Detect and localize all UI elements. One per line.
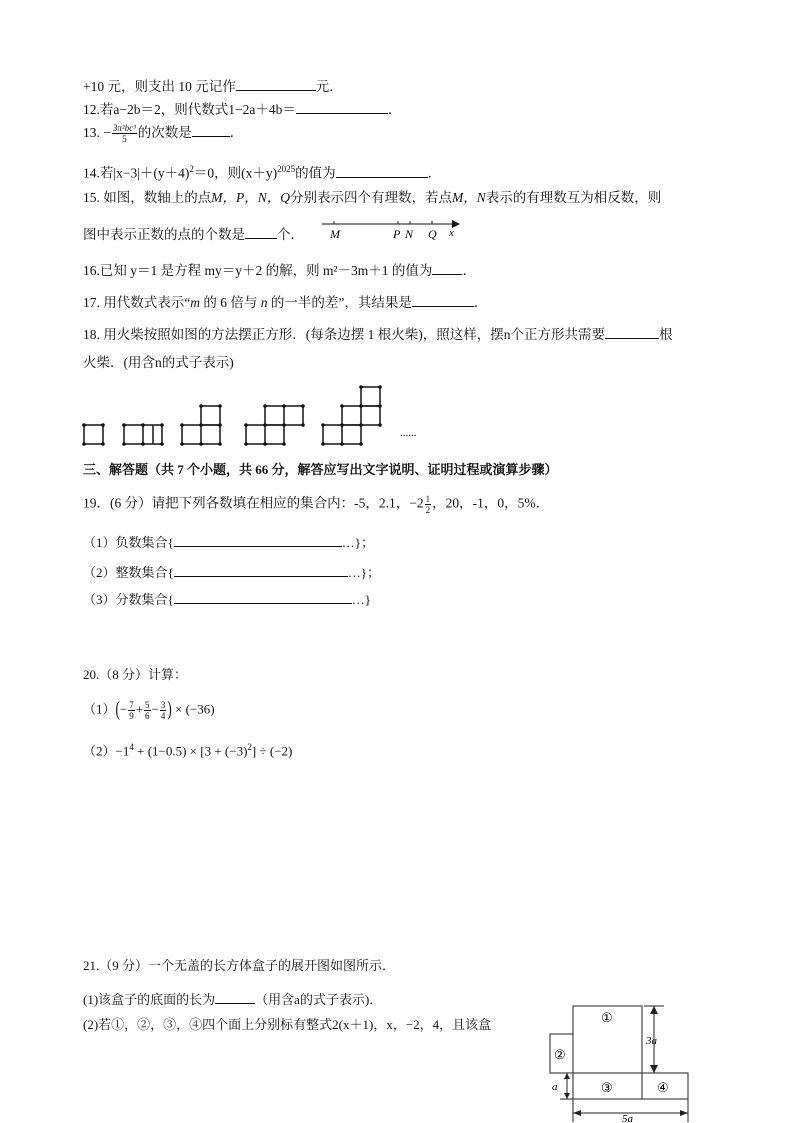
label-n: N	[405, 227, 414, 241]
q16-text: 16.已知 y＝1 是方程 my＝y＋2 的解，则 m²－3m＋1 的值为	[83, 263, 433, 278]
q15-end: 个．	[277, 227, 304, 242]
q20-p1-f3n: 3	[160, 700, 166, 710]
q17-answer-blank[interactable]	[412, 292, 474, 307]
q20-p2-b: + (1−0.5) × [3 + (−3)	[133, 743, 248, 759]
q20-p1-frac3	[160, 700, 167, 721]
q17-end: ．	[473, 295, 488, 310]
q14-answer-blank[interactable]	[336, 163, 428, 178]
q18-line2	[83, 354, 234, 372]
dim-5a-label: 5a	[622, 1113, 633, 1123]
q14-exp2: 2025	[277, 164, 296, 174]
q14-exp1: 2	[189, 164, 194, 174]
face-1-label: ①	[601, 1010, 613, 1025]
q21-p1-end: （用含a的式子表示)．	[255, 992, 383, 1007]
q19-mixed-den: 2	[425, 505, 431, 515]
q20-p1-f1d: 9	[129, 711, 134, 721]
q14-mid: ＝0，则(x＋y)	[193, 165, 278, 181]
q13-end: ．	[229, 125, 244, 140]
q16-end: ．	[462, 263, 476, 278]
q15-text4: 图中表示正数的点的个数是	[83, 227, 245, 242]
q20-p2-a: −1	[115, 743, 130, 759]
q20-p1-plus: +	[135, 701, 144, 717]
matchstick-fig-4	[246, 406, 303, 444]
q14-end: ．	[427, 165, 442, 181]
q15-vars1: M，P，N，Q	[211, 190, 290, 205]
matchstick-ellipsis: ......	[400, 427, 417, 439]
q19-mixed-whole: −2	[409, 495, 424, 511]
q18-line1	[83, 324, 673, 344]
q19-integer-set-blank[interactable]	[174, 562, 348, 577]
q19-item-3-end: …}	[351, 592, 371, 607]
q20-p2-label: （2）	[83, 743, 116, 759]
q19-mixed-num: 1	[425, 494, 431, 504]
q20-p1-f2d: 6	[145, 711, 150, 721]
q13-frac-den: 5	[122, 134, 127, 145]
matchstick-fig-2	[124, 425, 162, 444]
q13-fraction	[112, 123, 137, 144]
q16	[83, 260, 476, 280]
q19-item-2	[83, 562, 380, 582]
q20-p1-frac2	[144, 700, 151, 721]
q20-p1-minus: −	[151, 701, 159, 717]
q19-item-2-label: （2）整数集合{	[83, 565, 174, 580]
q19-item-1	[83, 532, 374, 552]
q21-p1-text: (1)该盒子的底面的长为	[83, 992, 216, 1007]
q18-text2: 火柴．(用含n的式子表示)	[83, 355, 234, 370]
q11-end: 元．	[315, 79, 343, 94]
q13-text: 的次数是	[137, 125, 192, 140]
q20-p1-f2n: 5	[145, 700, 150, 710]
q19-item-1-label: （1）负数集合{	[83, 535, 174, 550]
q15-vars2: M，N	[452, 190, 486, 205]
q19-item-2-end: …}；	[347, 565, 380, 580]
q20-p1-neg: −	[119, 701, 128, 717]
matchstick-fig-1	[84, 425, 103, 444]
matchstick-fig-5	[323, 387, 380, 444]
q21-p1-answer-blank[interactable]	[215, 989, 255, 1004]
q20-p2-c: ] ÷ (−2)	[251, 743, 293, 759]
q20-p2-exp: 4	[129, 742, 134, 752]
q15-line1	[83, 189, 661, 207]
q20-stem: 20.（8 分）计算：	[83, 667, 188, 682]
q19-text: 19．(6 分）请把下列各数填在相应的集合内：-5，2.1，	[83, 495, 410, 511]
q13	[83, 122, 243, 144]
q19-item-1-end: …}；	[341, 535, 374, 550]
q18-text: 18. 用火柴按照如图的方法摆正方形．(每条边摆 1 根火柴)，照这样，摆n个正方形共需要	[83, 327, 605, 342]
q19-mixed-frac	[425, 494, 432, 515]
q17	[83, 292, 487, 312]
dim-3a-label: 3a	[646, 1035, 657, 1047]
q20-p1-label: （1）	[83, 701, 116, 717]
q13-answer-blank[interactable]	[192, 122, 230, 137]
number-line-figure	[318, 216, 463, 242]
q20-p1-f1n: 7	[129, 700, 134, 710]
q20-p1-f3d: 4	[160, 711, 166, 721]
face-2-label: ②	[554, 1047, 566, 1062]
q17-n: n	[260, 295, 268, 310]
dim-a-label: a	[552, 1081, 558, 1093]
q13-neg: −	[103, 125, 111, 140]
q12	[83, 99, 401, 119]
q20-p1-frac1	[128, 700, 135, 721]
q17-text: 17. 用代数式表示“	[83, 295, 191, 310]
q17-m: m	[190, 295, 200, 310]
face-3-label: ③	[601, 1080, 613, 1095]
q17-post: 的一半的差”，其结果是	[267, 295, 412, 310]
q20-p1-tail: × (−36)	[174, 701, 215, 717]
q20-p1-rparen: )	[167, 696, 172, 721]
q21-stem: 21.（9 分）一个无盖的长方体盒子的展开图如图所示．	[83, 958, 396, 973]
q18-answer-blank[interactable]	[605, 324, 659, 339]
q12-end: ．	[387, 102, 402, 117]
label-m: M	[330, 227, 340, 241]
q12-text: 12.若a−2b＝2，则代数式1−2a＋4b＝	[83, 102, 296, 117]
q20-part2	[83, 738, 292, 760]
q15-line2	[83, 224, 304, 244]
q19-item-3	[83, 589, 371, 609]
q11-tail	[83, 76, 343, 96]
section-3-heading: 三、解答题（共 7 个小题，共 66 分，解答应写出文字说明、证明过程或演算步骤）	[83, 462, 558, 477]
q19-item-3-label: （3）分数集合{	[83, 592, 174, 607]
q18-end: 根	[659, 327, 673, 342]
q19-negative-set-blank[interactable]	[174, 532, 342, 547]
face-4-label: ④	[657, 1080, 669, 1095]
q19-text2: ，20，-1，0，5%．	[432, 495, 550, 511]
q15-answer-blank[interactable]	[245, 224, 277, 239]
q14-post: 的值为	[295, 165, 336, 181]
q13-frac-num: 3π²bc³	[112, 123, 136, 134]
q20-p2-exp2: 2	[247, 742, 252, 752]
q20-p1-lparen: (	[115, 696, 120, 721]
label-q: Q	[428, 227, 437, 241]
q21-part1	[83, 989, 382, 1009]
q11-answer-blank[interactable]	[236, 76, 316, 91]
q17-mid: 的 6 倍与	[200, 295, 261, 310]
q11-text: +10 元，则支出 10 元记作	[83, 79, 236, 94]
matchstick-figures	[80, 380, 440, 452]
q14	[83, 160, 441, 183]
q16-answer-blank[interactable]	[432, 260, 462, 275]
q19-fraction-set-blank[interactable]	[174, 589, 352, 604]
q15-text2: 分别表示四个有理数，若点	[290, 190, 452, 205]
label-x: x	[449, 227, 454, 239]
q21-part2: (2)若①，②，③，④四个面上分别标有整式2(x＋1)，x，−2，4，且该盒	[83, 1017, 492, 1032]
q14-text: 14.若|x−3|＋(y＋4)	[83, 165, 190, 181]
box-net-figure	[546, 1000, 696, 1123]
label-p: P	[393, 227, 401, 241]
q15-text3: 表示的有理数互为相反数，则	[485, 190, 662, 205]
q12-answer-blank[interactable]	[296, 99, 388, 114]
q19-stem	[83, 494, 549, 515]
q15-text1: 15. 如图，数轴上的点	[83, 190, 212, 205]
q13-number: 13.	[83, 125, 100, 140]
q20-part1	[83, 696, 215, 721]
